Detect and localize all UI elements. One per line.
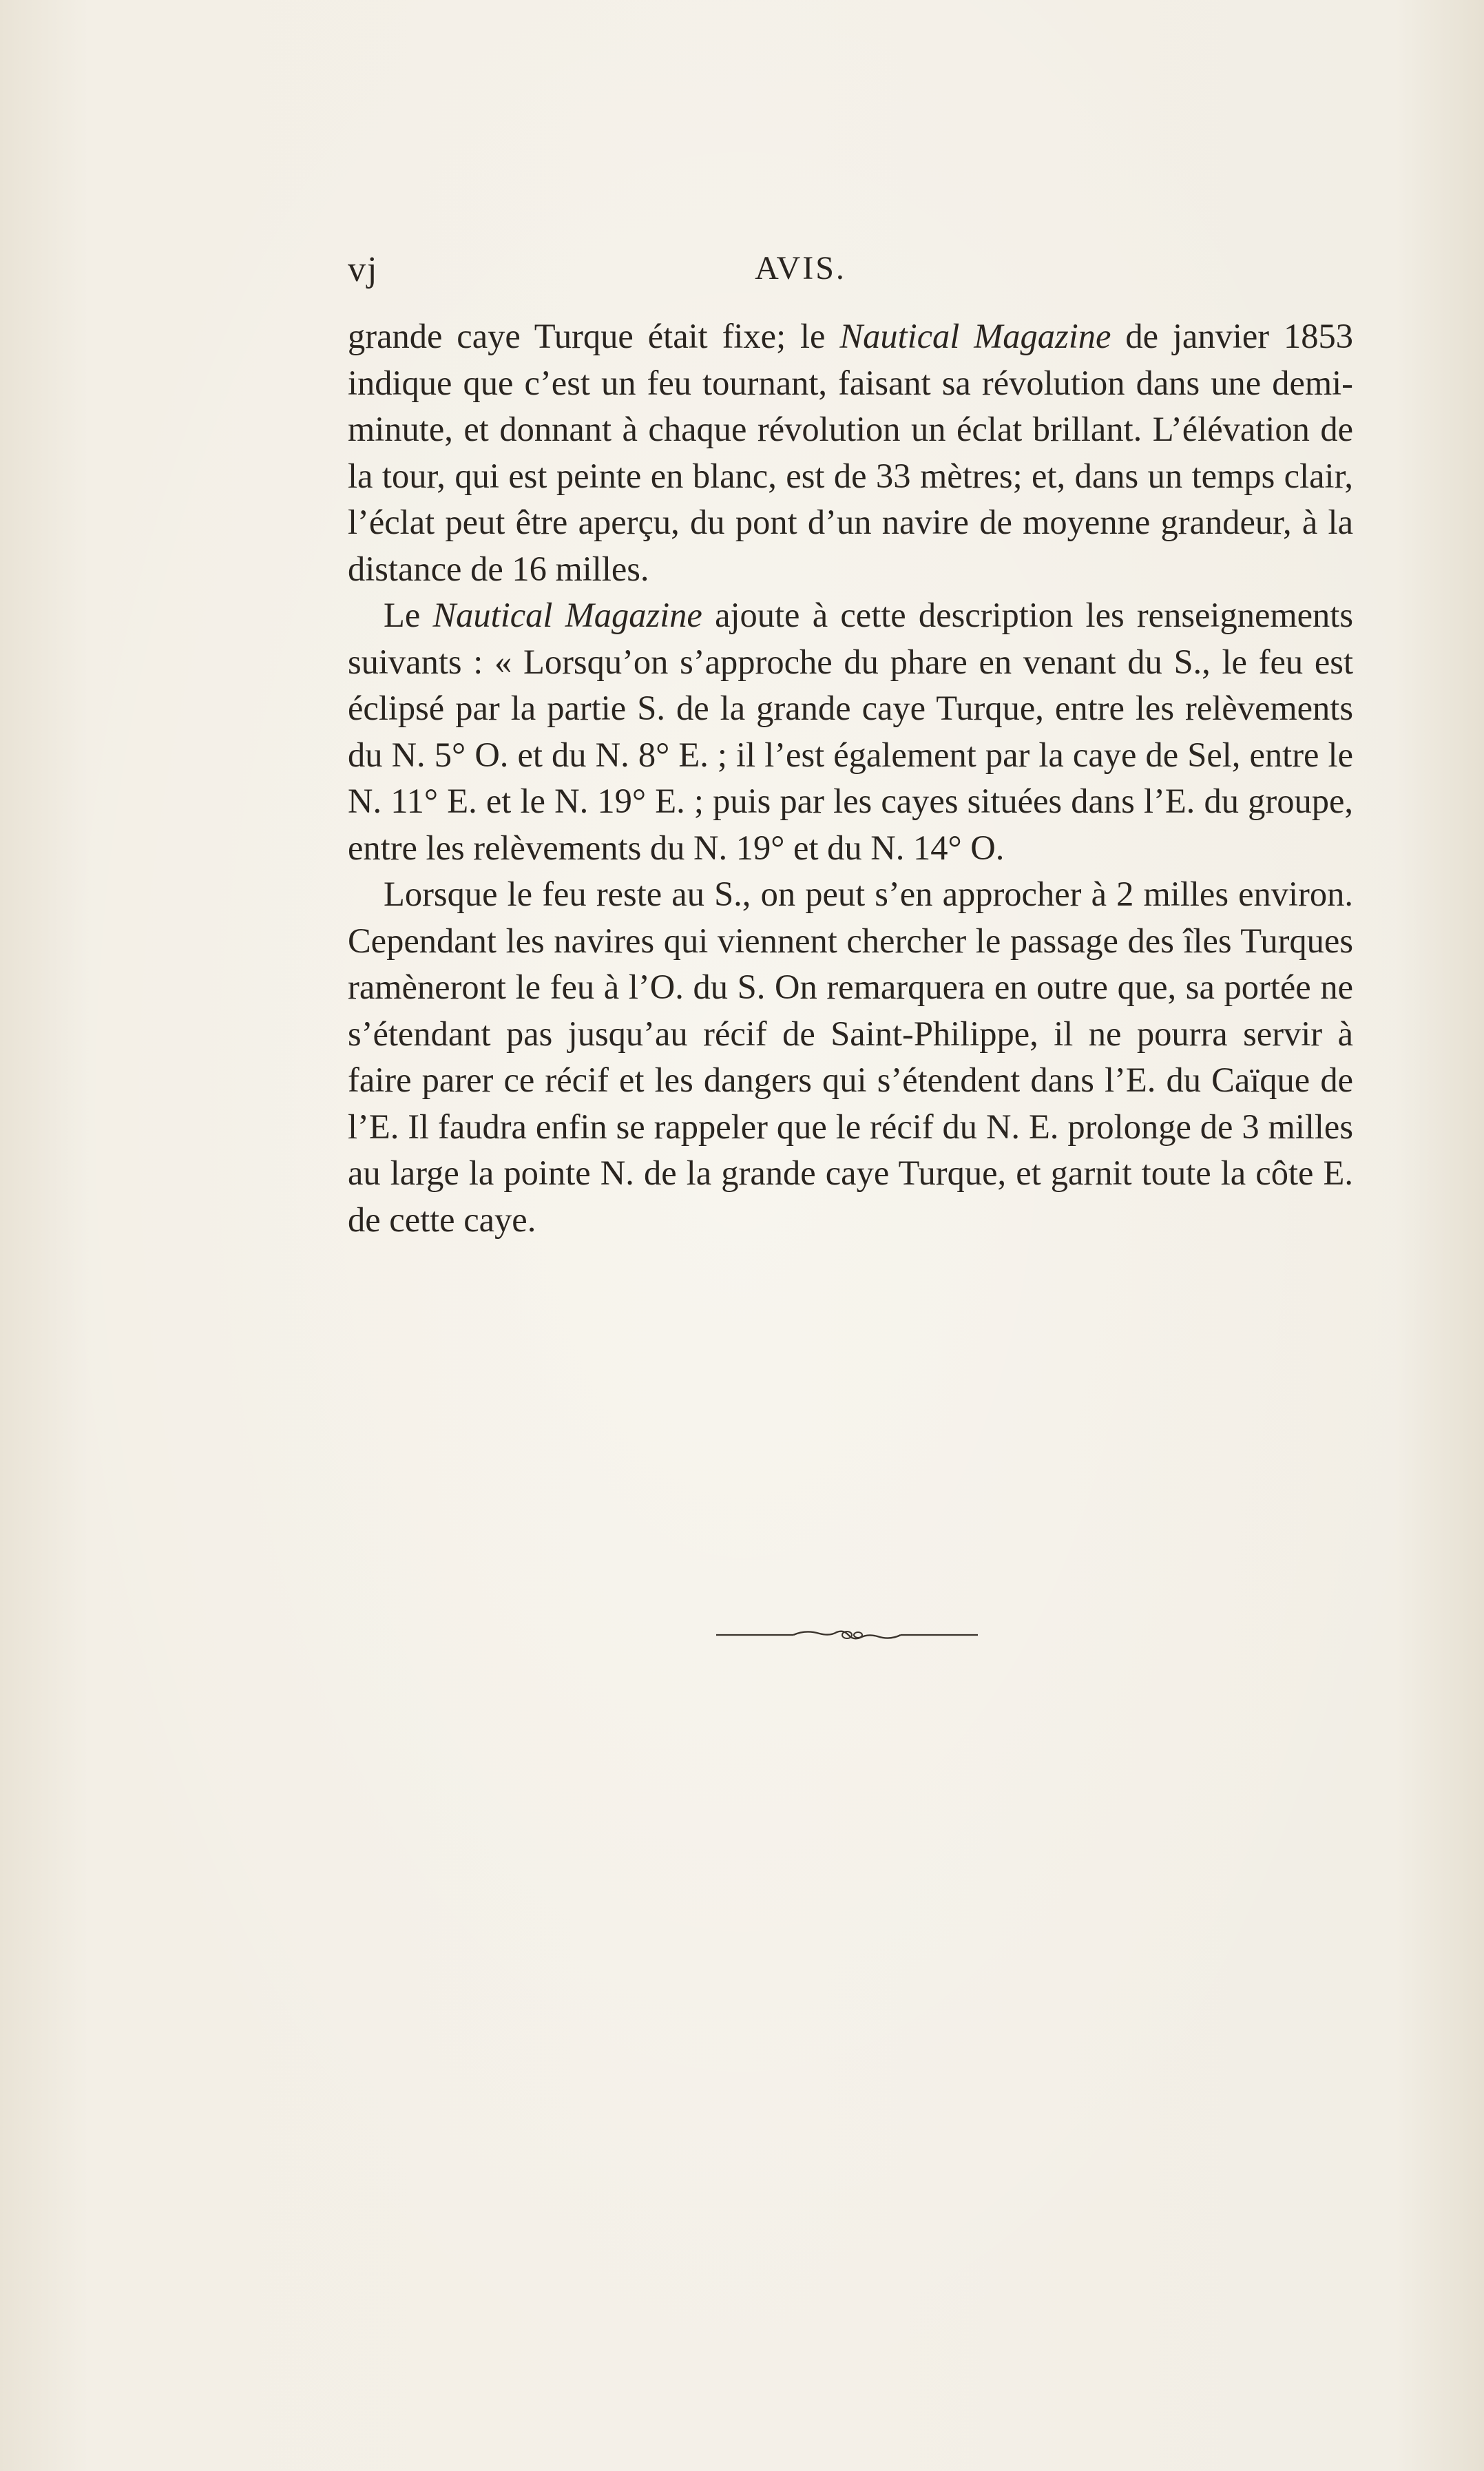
body-text (348, 313, 1353, 1243)
page-header (348, 249, 1363, 298)
paragraph (348, 313, 1353, 592)
text-run: ajoute à cette description les renseignements suivants : « Lorsqu’on s’approche du phare en venant du S., le feu est éclipsé par la partie S. de la grande caye Turque, entre les relèvements du N. 5° O. et du N. 8° E. ; il l’est également par la caye de Sel, entre le N. 11° E. et le N. 19° E. ; puis par les cayes situées dans l’E. du groupe, entre les relèvements du N. 19° et du N. 14° O. (348, 596, 1353, 867)
running-head: AVIS. (755, 250, 846, 286)
paragraph (348, 592, 1353, 871)
page-number: vj (348, 250, 379, 289)
ornament-divider (716, 1627, 978, 1643)
text-run: grande caye Turque était fixe; le (348, 317, 840, 355)
italic-title: Nautical Magazine (839, 317, 1111, 355)
text-run: Le (384, 596, 433, 634)
text-run: de janvier 1853 indique que c’est un feu tournant, faisant sa révolution dans une demi-minute, et donnant à chaque révolution un éclat brillant. L’élévation de la tour, qui est peinte en blanc, est de 33 mètres; et, dans un temps clair, l’éclat peut être aperçu, du pont d’un navire de moyenne grandeur, à la distance de 16 milles. (348, 317, 1354, 588)
paragraph (348, 871, 1353, 1243)
text-run: Lorsque le feu reste au S., on peut s’en approcher à 2 milles environ. Cependant les navires qui viennent chercher le passage des îles Turques ramèneront le feu à l’O. du S. On remarquera en outre que, sa portée ne s’étendant pas jusqu’au récif de Saint-Philippe, il ne pourra servir à faire parer ce récif et les dangers qui s’étendent dans l’E. du Caïque de l’E. Il faudra enfin se rappeler que le récif du N. E. prolonge de 3 milles au large la pointe N. de la grande caye Turque, et garnit toute la côte E. de cette caye. (348, 875, 1353, 1239)
italic-title: Nautical Magazine (432, 596, 702, 634)
